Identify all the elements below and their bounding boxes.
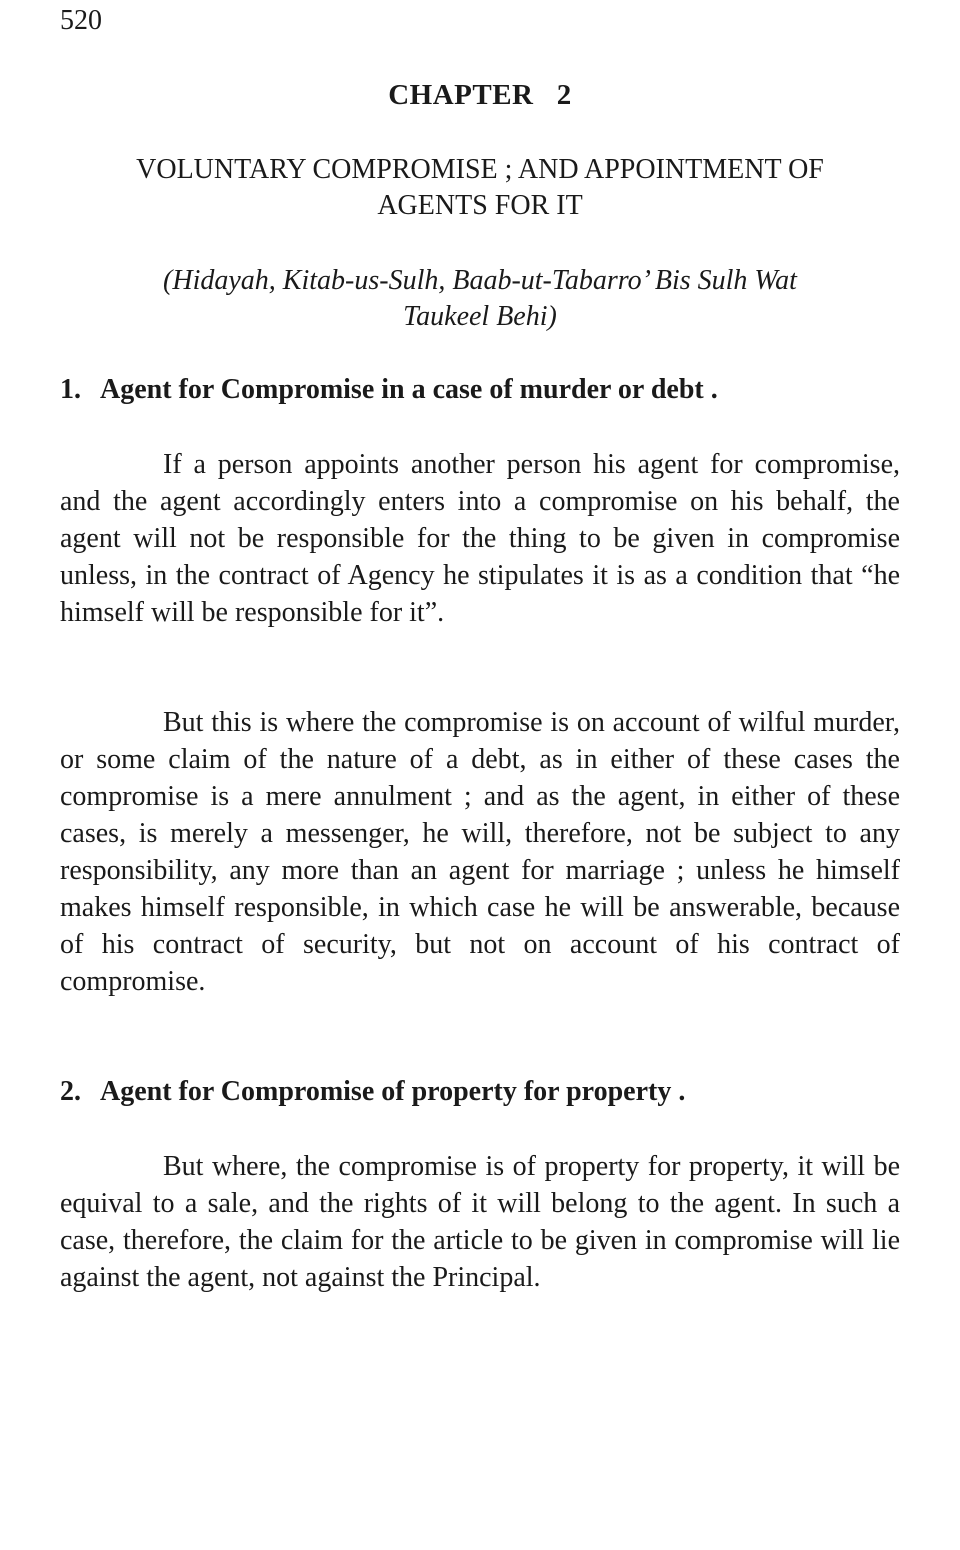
section-2-heading-text: Agent for Compromise of property for property . — [100, 1076, 686, 1107]
section-1-paragraph-2: But this is where the compromise is on account of wilful murder, or some claim of the nature of a debt, as in either of these cases the compromise is a mere annulment ; and as the agent, in either of these cases, is merely a messenger, he will, therefore, not be subject to any responsibility, any more than an agent for marriage ; unless he himself makes himself responsible, in which case he will be answerable, because of his contract of security, but not on account of his contract of compromise. — [60, 707, 900, 997]
section-2-heading — [60, 1075, 900, 1109]
section-1-heading-text: Agent for Compromise in a case of murder or debt . — [100, 374, 718, 405]
source-reference — [60, 263, 900, 335]
source-reference-line-2: Taukeel Behi) — [403, 301, 557, 332]
page-number: 520 — [60, 5, 102, 36]
chapter-title-line-2: AGENTS FOR IT — [377, 190, 583, 221]
chapter-title-line-1: VOLUNTARY COMPROMISE ; AND APPOINTMENT OF — [136, 154, 824, 185]
chapter-heading: CHAPTER 2 — [388, 79, 572, 111]
section-2-paragraph-1: But where, the compromise is of property for property, it will be equival to a sale, and the rights of it will belong to the agent. In such a case, therefore, the claim for the article to be given in compromise will lie against the agent, not against the Principal. — [60, 1151, 900, 1293]
section-2-number: 2. — [60, 1076, 81, 1107]
section-1-number: 1. — [60, 374, 81, 405]
source-reference-line-1: (Hidayah, Kitab-us-Sulh, Baab-ut-Tabarro’ Bis Sulh Wat — [163, 265, 797, 296]
section-1-paragraph-1: If a person appoints another person his agent for compromise, and the agent accordingly enters into a compromise on his behalf, the agent will not be responsible for the thing to be given in compromise unless, in the contract of Agency he stipulates it is as a condition that “he himself will be responsible for it”. — [60, 449, 900, 628]
section-1-heading — [60, 373, 900, 407]
chapter-title — [60, 152, 900, 224]
